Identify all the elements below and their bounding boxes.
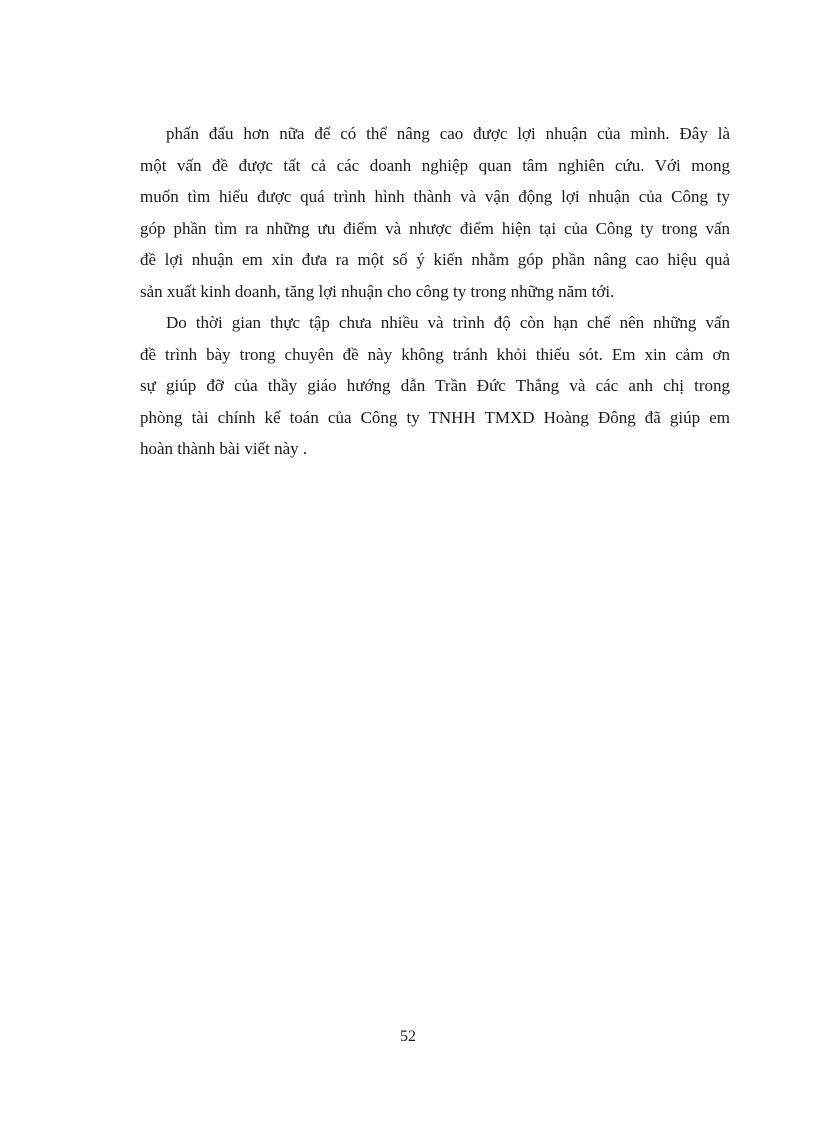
text-line: phòng tài chính kế toán của Công ty TNHH TMXD Hoàng Đông đã giúp em	[140, 407, 730, 427]
text-line: một vấn đề được tất cả các doanh nghiệp quan tâm nghiên cứu. Với mong	[140, 155, 730, 175]
text-line: hoàn thành bài viết này .	[140, 439, 308, 458]
text-line: muốn tìm hiểu được quá trình hình thành và vận động lợi nhuận của Công ty	[140, 187, 730, 206]
text-line: đề lợi nhuận em xin đưa ra một số ý kiến nhằm góp phần nâng cao hiệu quả	[140, 250, 730, 269]
paragraph-1	[140, 118, 730, 307]
body-text	[140, 118, 730, 465]
text-line: đề trình bày trong chuyên đề này không tránh khỏi thiếu sót. Em xin cảm ơn	[140, 344, 730, 364]
text-line: Do thời gian thực tập chưa nhiều và trình độ còn hạn chế nên những vấn	[166, 313, 730, 332]
text-line: góp phần tìm ra những ưu điểm và nhược điểm hiện tại của Công ty trong vấn	[140, 218, 730, 238]
text-line: sản xuất kinh doanh, tăng lợi nhuận cho công ty trong những năm tới.	[140, 281, 615, 301]
text-line: phấn đấu hơn nữa để có thể nâng cao được lợi nhuận của mình. Đây là	[166, 124, 730, 143]
text-line: sự giúp đỡ của thầy giáo hướng dẫn Trần Đức Thắng và các anh chị trong	[140, 376, 730, 395]
paragraph-2	[140, 307, 730, 465]
page-number: 52	[400, 1028, 416, 1045]
